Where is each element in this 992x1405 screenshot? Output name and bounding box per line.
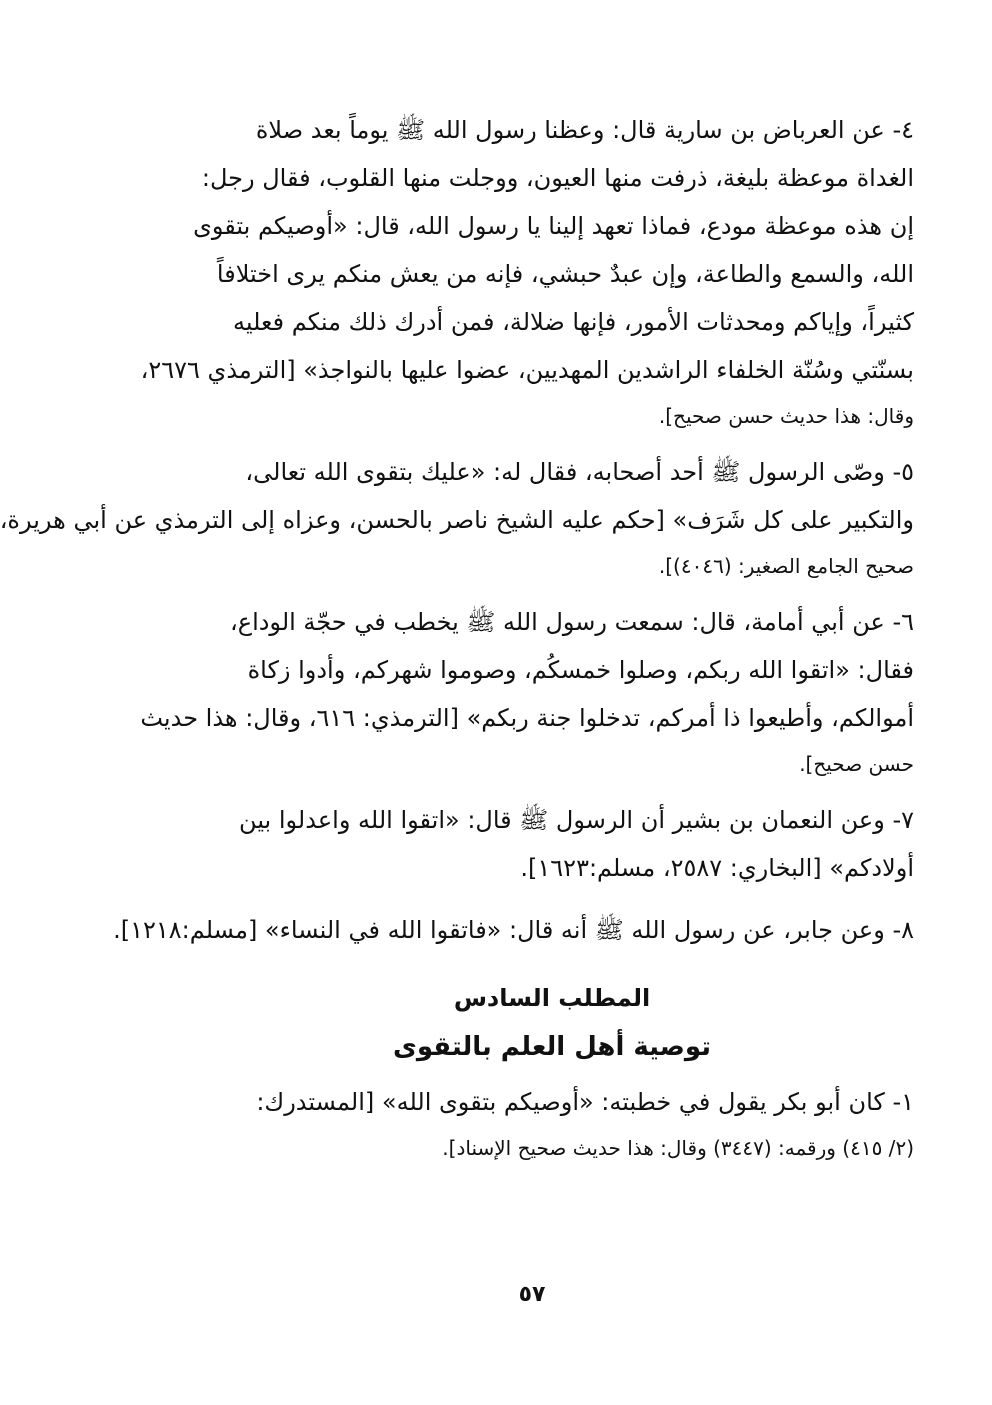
text-line: فقال: «اتقوا الله ربكم، وصلوا خمسكُم، وصوموا شهركم، وأدوا زكاة: [247, 656, 914, 684]
text-line: ٥- وصّى الرسول ﷺ أحد أصحابه، فقال له: «عليك بتقوى الله تعالى،: [245, 458, 914, 486]
scholar-quote-1: [190, 1090, 914, 1178]
text-line: أولادكم» [البخاري: ٢٥٨٧، مسلم:١٦٢٣].: [520, 854, 914, 882]
text-line: والتكبير على كل شَرَف» [حكم عليه الشيخ ناصر بالحسن، وعزاه إلى الترمذي عن أبي هريرة،: [0, 506, 914, 534]
citation-line: صحيح الجامع الصغير: (٤٠٤٦)].: [658, 554, 914, 578]
text-line: ١- كان أبو بكر يقول في خطبته: «أوصيكم بتقوى الله» [المستدرك:: [256, 1088, 914, 1116]
hadith-7: [190, 808, 914, 904]
hadith-4: [140, 116, 914, 446]
page-body: [0, 116, 914, 1192]
text-line: ٨- وعن جابر، عن رسول الله ﷺ أنه قال: «فاتقوا الله في النساء» [مسلم:١٢١٨].: [113, 916, 914, 944]
text-line: ٧- وعن النعمان بن بشير أن الرسول ﷺ قال: «اتقوا الله واعدلوا بين: [239, 806, 914, 834]
text-line: ٦- عن أبي أمامة، قال: سمعت رسول الله ﷺ يخطب في حجّة الوداع،: [230, 608, 914, 636]
page-number: ٥٧: [518, 1282, 546, 1307]
text-line: الغداة موعظة بليغة، ذرفت منها العيون، ووجلت منها القلوب، فقال رجل:: [201, 164, 914, 192]
hadith-8: [113, 916, 914, 966]
text-line: كثيراً، وإياكم ومحدثات الأمور، فإنها ضلالة، فمن أدرك ذلك منكم فعليه: [232, 308, 914, 336]
citation-line: حسن صحيح].: [799, 752, 914, 776]
text-line: ٤- عن العرباض بن سارية قال: وعظنا رسول الله ﷺ يوماً بعد صلاة: [255, 116, 914, 144]
section-subheading: توصية أهل العلم بالتقوى: [393, 1032, 711, 1062]
citation-line: وقال: هذا حديث حسن صحيح].: [658, 404, 914, 428]
hadith-6: [140, 608, 914, 794]
text-line: إن هذه موعظة مودع، فماذا تعهد إلينا يا رسول الله، قال: «أوصيكم بتقوى: [193, 212, 914, 240]
text-line: أموالكم، وأطيعوا ذا أمركم، تدخلوا جنة ربكم» [الترمذي: ٦١٦، وقال: هذا حديث: [140, 704, 914, 732]
text-line: بسنّتي وسُنّة الخلفاء الراشدين المهديين، عضوا عليها بالنواجذ» [الترمذي ٢٦٧٦،: [140, 356, 914, 384]
citation-line: (٢/ ٤١٥) ورقمه: (٣٤٤٧) وقال: هذا حديث صحيح الإسناد].: [442, 1136, 914, 1160]
section-heading: المطلب السادس: [453, 984, 651, 1012]
hadith-5: [0, 458, 914, 596]
text-line: الله، والسمع والطاعة، وإن عبدٌ حبشي، فإنه من يعش منكم يرى اختلافاً: [216, 260, 914, 288]
